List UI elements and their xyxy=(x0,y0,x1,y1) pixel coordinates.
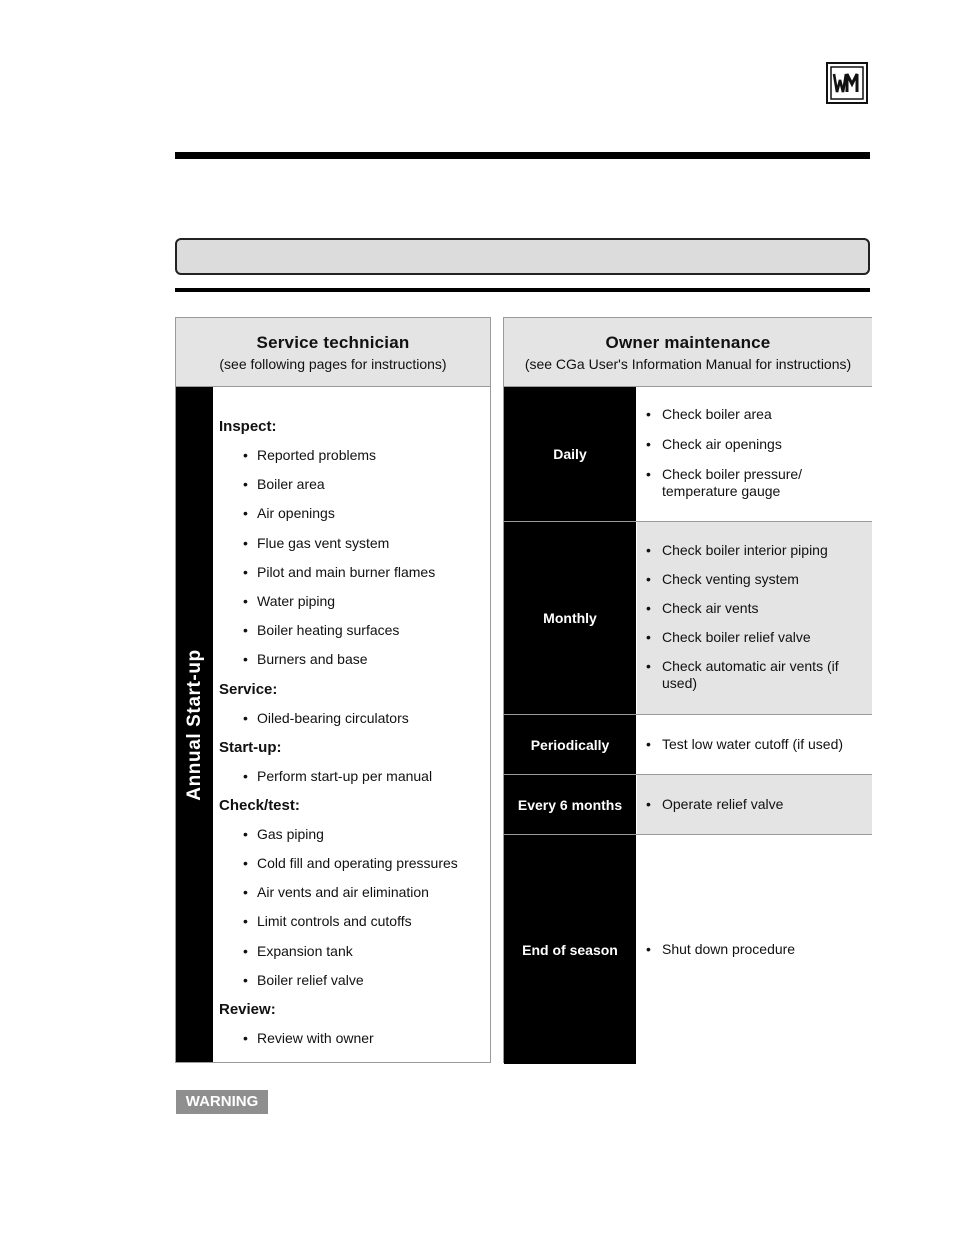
list-item: • Reported problems xyxy=(219,441,486,470)
owner-panel-header xyxy=(504,318,872,387)
list-item: • Cold fill and operating pressures xyxy=(219,849,486,878)
section-heading-inspect: Inspect: xyxy=(219,418,277,435)
list-item: • Flue gas vent system xyxy=(219,529,486,558)
annual-startup-bar xyxy=(176,387,213,1062)
list-item: • Gas piping xyxy=(219,820,486,849)
service-panel-subtitle: (see following pages for instructions) xyxy=(219,356,447,372)
row-tasks xyxy=(637,835,872,1064)
annual-startup-label: Annual Start-up xyxy=(183,648,205,801)
list-item: • Check air openings xyxy=(643,436,872,453)
list-item: • Air vents and air elimination xyxy=(219,878,486,907)
list-item: • Check boiler interior piping xyxy=(643,542,872,559)
list-item: • Review with owner xyxy=(219,1024,486,1053)
period-label: Periodically xyxy=(504,715,636,774)
section-heading-review: Review: xyxy=(219,1001,276,1018)
list-item: • Air openings xyxy=(219,499,486,528)
row-daily xyxy=(504,387,872,522)
owner-panel-title: Owner maintenance xyxy=(605,333,771,352)
owner-panel-subtitle: (see CGa User's Information Manual for instructions) xyxy=(524,356,852,372)
row-tasks xyxy=(637,522,872,714)
service-panel-header xyxy=(176,318,490,387)
section-heading-box xyxy=(175,238,870,275)
list-item: • Check boiler relief valve xyxy=(643,629,872,646)
row-monthly xyxy=(504,522,872,715)
top-rule xyxy=(175,152,870,159)
list-item: • Check boiler pressure/ temperature gauge xyxy=(643,466,822,500)
list-item: • Shut down procedure xyxy=(643,941,872,958)
period-label: Monthly xyxy=(504,522,636,714)
list-item: • Boiler relief valve xyxy=(219,966,486,995)
section-heading-service: Service: xyxy=(219,680,278,698)
section-rule xyxy=(175,288,870,292)
service-panel-title: Service technician xyxy=(256,333,410,352)
list-item: • Water piping xyxy=(219,587,486,616)
list-item: • Check venting system xyxy=(643,571,872,588)
row-tasks xyxy=(637,775,872,834)
list-item: • Burners and base xyxy=(219,645,486,674)
period-label: Every 6 months xyxy=(504,775,636,834)
period-label: Daily xyxy=(504,387,636,521)
list-item: • Expansion tank xyxy=(219,937,486,966)
row-end-of-season xyxy=(504,835,872,1064)
list-item: • Perform start-up per manual xyxy=(219,762,486,791)
row-tasks xyxy=(637,715,872,774)
section-heading-startup: Start-up: xyxy=(219,738,282,756)
row-tasks xyxy=(637,387,872,521)
period-label: End of season xyxy=(504,835,636,1064)
list-item: • Limit controls and cutoffs xyxy=(219,907,486,936)
list-item: • Check automatic air vents (if used) xyxy=(643,658,852,692)
list-item: • Test low water cutoff (if used) xyxy=(643,736,872,753)
row-every-6-months xyxy=(504,775,872,835)
service-task-list xyxy=(219,412,486,1053)
list-item: • Pilot and main burner flames xyxy=(219,558,486,587)
service-technician-panel xyxy=(175,317,491,1063)
section-heading-check-test: Check/test: xyxy=(219,796,300,814)
list-item: • Check air vents xyxy=(643,600,872,617)
wm-logo-icon xyxy=(826,62,868,104)
list-item: • Check boiler area xyxy=(643,406,872,423)
owner-maintenance-panel xyxy=(503,317,872,1063)
row-periodically xyxy=(504,715,872,775)
list-item: • Operate relief valve xyxy=(643,796,872,813)
warning-label: WARNING xyxy=(176,1090,268,1114)
list-item: • Boiler heating surfaces xyxy=(219,616,486,645)
list-item: • Oiled-bearing circulators xyxy=(219,704,486,733)
list-item: • Boiler area xyxy=(219,470,486,499)
